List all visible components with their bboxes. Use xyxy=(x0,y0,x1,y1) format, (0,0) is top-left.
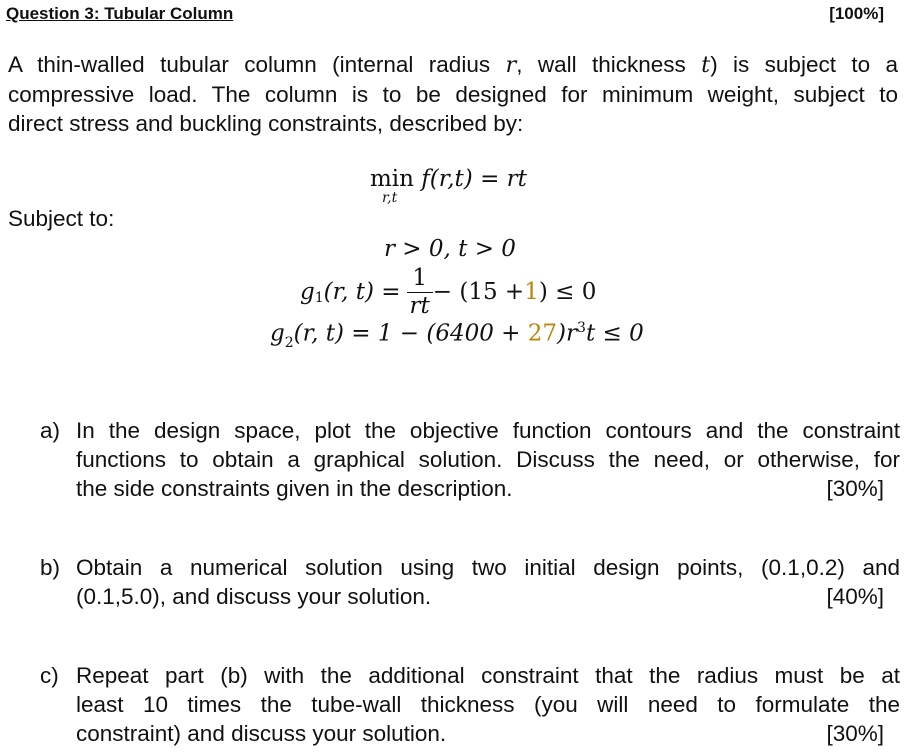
part-c-label: c) xyxy=(40,663,59,688)
g1-highlight-value: 1 xyxy=(524,279,539,305)
part-b-marks: [40%] xyxy=(826,584,884,609)
constraint-g1: g 1 (r, t) = $\frac{1}{rt}$ − (15 + 1 ) ≤ 0 xyxy=(300,264,597,319)
intro-line-2: compressive load. The column is to be designed for minimum weight, subject to xyxy=(8,82,898,107)
part-a-marks: [30%] xyxy=(826,476,884,501)
intro-paragraph xyxy=(8,50,898,138)
part-b-label: b) xyxy=(40,555,61,580)
part-a-text: In the design space, plot the objective function contours and the constraint functions to obtain a graphical solution. Discuss the need, or otherwise, for the side constraints given in the description. [30%] xyxy=(76,418,900,501)
question-title: Question 3: Tubular Column xyxy=(6,4,234,23)
side-constraints: r > 0, t > 0 xyxy=(384,236,516,262)
objective-function xyxy=(370,166,527,206)
intro-line-1: A thin-walled tubular column (internal radius r, wall thickness t) is subject to a xyxy=(8,52,898,78)
part-b-text: Obtain a numerical solution using two initial design points, (0.1,0.2) and (0.1,5.0), and discuss your solution. [40%] xyxy=(76,555,900,609)
min-operator: min xyxy=(370,166,414,192)
g1-fraction: $\frac{1}{rt}$ xyxy=(407,267,433,318)
subject-to-label: Subject to: xyxy=(8,206,115,231)
g2-highlight-value: 27 xyxy=(527,320,558,347)
objective-expression: f(r,t) = rt xyxy=(421,166,527,192)
part-a-label: a) xyxy=(40,418,61,443)
total-marks: [100%] xyxy=(829,4,884,23)
part-c-marks: [30%] xyxy=(826,721,884,746)
constraint-g2: $g_2(r$, $t) = 1 - (6400 + 27)r^3t \le 0$ xyxy=(270,320,644,351)
min-subscript: r,t xyxy=(382,190,398,206)
intro-line-3: direct stress and buckling constraints, described by: xyxy=(8,111,524,136)
part-c-text: Repeat part (b) with the additional constraint that the radius must be at least 10 times the tube-wall thickness (you will need to formulate the constraint) and discuss your solution. [30%] xyxy=(76,663,900,746)
